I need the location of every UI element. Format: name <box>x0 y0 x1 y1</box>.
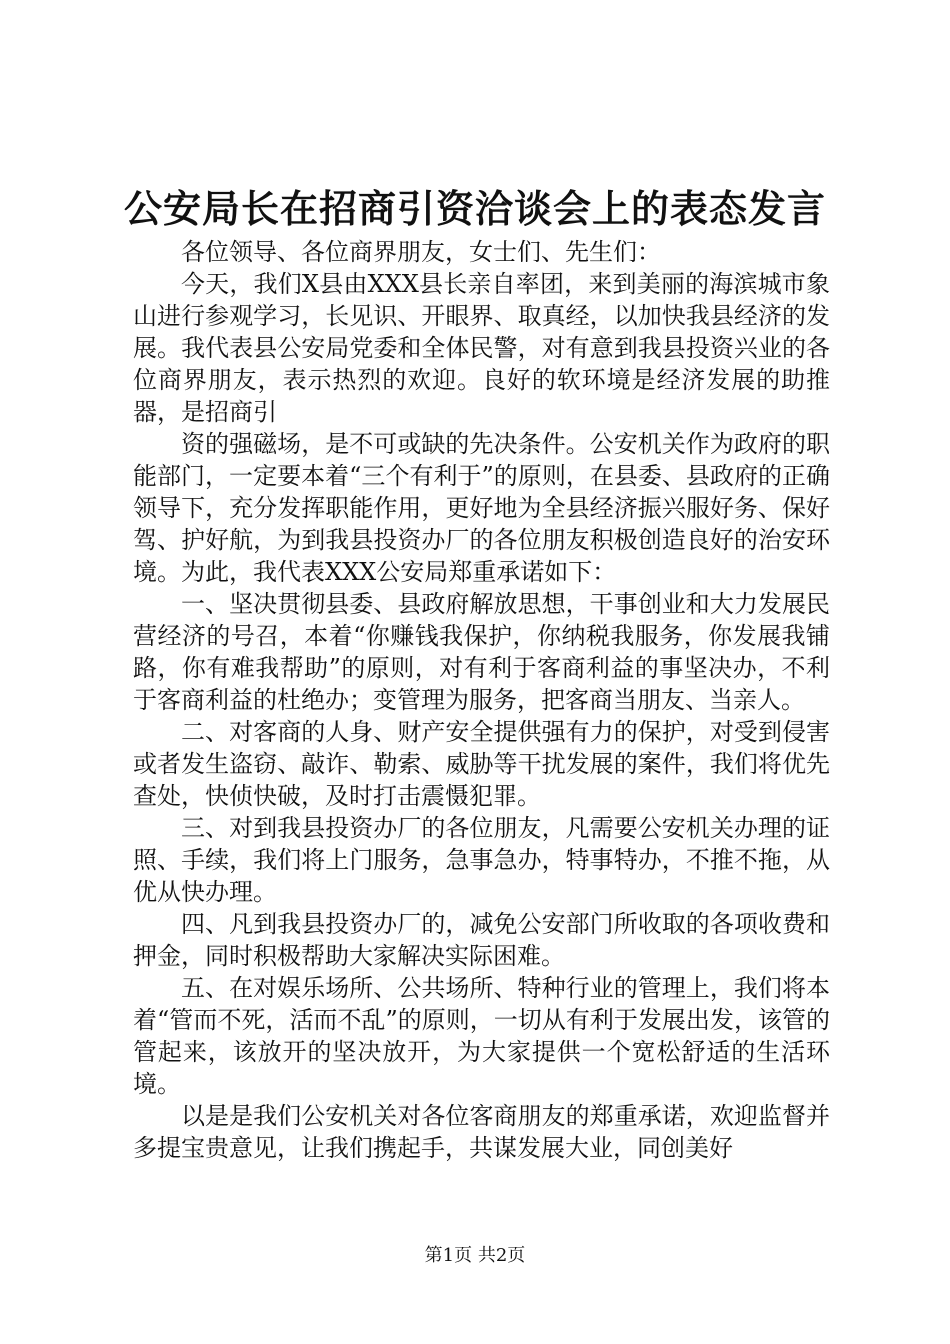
paragraph: 三、对到我县投资办厂的各位朋友，凡需要公安机关办理的证照、手续，我们将上门服务，急事急办，特事特办，不推不拖，从优从快办理。 <box>133 814 830 906</box>
greeting-line: 各位领导、各位商界朋友，女士们、先生们： <box>181 238 661 266</box>
paragraph: 一、坚决贯彻县委、县政府解放思想，干事创业和大力发展民营经济的号召，本着“你赚钱我保护，你纳税我服务，你发展我铺路，你有难我帮助”的原则，对有利于客商利益的事坚决办，不利于客商利益的杜绝办；变管理为服务，把客商当朋友、当亲人。 <box>133 590 830 714</box>
paragraph: 五、在对娱乐场所、公共场所、特种行业的管理上，我们将本着“管而不死，活而不乱”的原则，一切从有利于发展出发，该管的管起来，该放开的坚决放开，为大家提供一个宽松舒适的生活环境。 <box>133 974 830 1098</box>
paragraph: 二、对客商的人身、财产安全提供强有力的保护，对受到侵害或者发生盗窃、敲诈、勒索、威胁等干扰发展的案件，我们将优先查处，快侦快破，及时打击震慑犯罪。 <box>133 718 830 810</box>
document-title: 公安局长在招商引资洽谈会上的表态发言 <box>123 186 826 231</box>
paragraph: 四、凡到我县投资办厂的，减免公安部门所收取的各项收费和押金，同时积极帮助大家解决实际困难。 <box>133 910 830 970</box>
page-footer: 第1页 共2页 <box>424 1245 526 1266</box>
document-body <box>133 236 830 1164</box>
paragraph: 今天，我们X县由XXX县长亲自率团，来到美丽的海滨城市象山进行参观学习，长见识、开眼界、取真经，以加快我县经济的发展。我代表县公安局党委和全体民警，对有意到我县投资兴业的各位商界朋友，表示热烈的欢迎。良好的软环境是经济发展的助推器，是招商引 <box>133 270 830 426</box>
paragraph: 资的强磁场，是不可或缺的先决条件。公安机关作为政府的职能部门，一定要本着“三个有利于”的原则，在县委、县政府的正确领导下，充分发挥职能作用，更好地为全县经济振兴服好务、保好驾、护好航，为到我县投资办厂的各位朋友积极创造良好的治安环境。为此，我代表XXX公安局郑重承诺如下： <box>133 430 830 586</box>
paragraph: 以是是我们公安机关对各位客商朋友的郑重承诺，欢迎监督并多提宝贵意见，让我们携起手，共谋发展大业，同创美好 <box>133 1102 830 1162</box>
